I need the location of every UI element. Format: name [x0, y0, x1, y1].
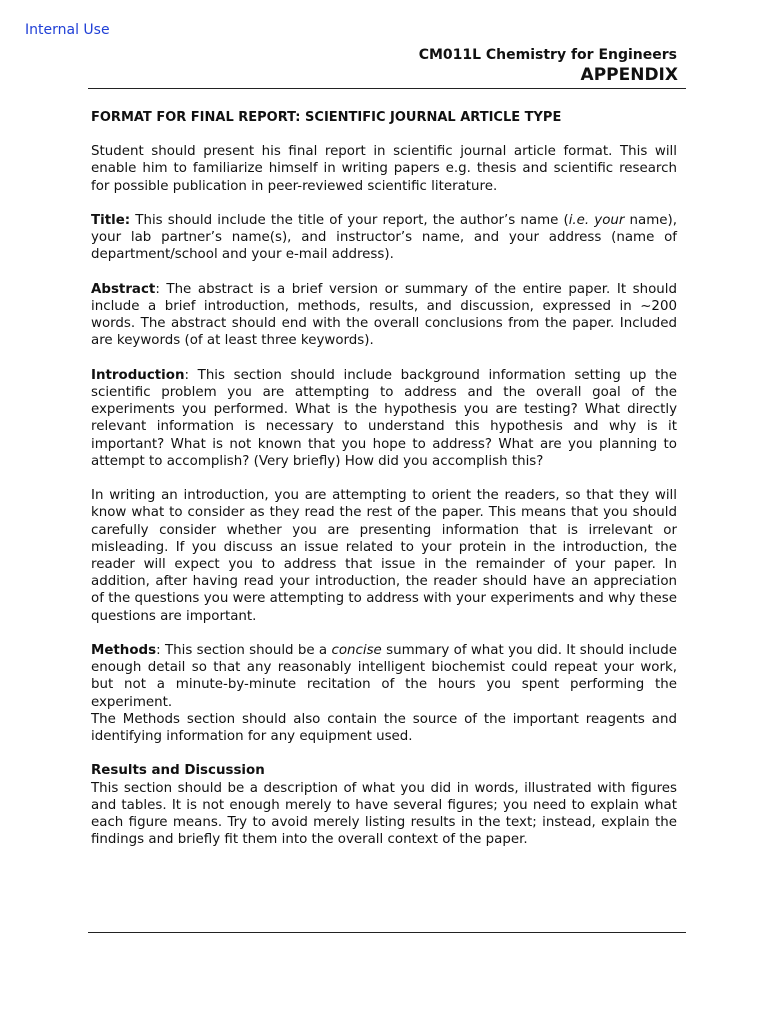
section-title: APPENDIX: [580, 65, 678, 85]
results-label: Results and Discussion: [91, 763, 265, 779]
document-header: [88, 46, 677, 86]
abstract-label: Abstract: [91, 281, 156, 297]
footer-divider: [88, 932, 686, 933]
main-heading: FORMAT FOR FINAL REPORT: SCIENTIFIC JOURNAL ARTICLE TYPE: [91, 110, 562, 125]
introduction-label: Introduction: [91, 367, 185, 383]
intro-paragraph: Student should present his final report in scientific journal article format. This will enable him to familiarize himself in writing papers e.g. thesis and scientific research for possible publication in peer-reviewed scientific literature.: [91, 144, 677, 194]
methods-emphasis: concise: [331, 643, 382, 659]
title-paragraph: [91, 212, 677, 264]
course-title: CM011L Chemistry for Engineers: [418, 47, 677, 63]
methods-text-a: : This section should be a: [156, 643, 332, 659]
title-text-a: This should include the title of your report, the author’s name (: [130, 213, 569, 228]
header-divider: [88, 88, 686, 89]
results-paragraph: This section should be a description of what you did in words, illustrated with figures and tables. It is not enough merely to have several figures; you need to explain what each figure means. Try to avoid merely listing results in the text; instead, explain the findings and briefly fit them into the overall context of the paper.: [91, 780, 677, 848]
internal-use-label: Internal Use: [25, 22, 110, 38]
title-text-b: name), your lab partner’s name(s), and instructor’s name, and your address (name of department/school and your e-mail address).: [91, 213, 677, 263]
methods-paragraph-2: The Methods section should also contain the source of the important reagents and identifying information for any equipment used.: [91, 711, 677, 745]
methods-paragraph: [91, 642, 677, 711]
document-body: [91, 109, 677, 866]
methods-label: Methods: [91, 643, 157, 659]
introduction-paragraph-2: In writing an introduction, you are attempting to orient the readers, so that they will know what to consider as they read the rest of the paper. This means that you should carefully consider whether you are presenting information that is irrelevant or misleading. If you discuss an issue related to your protein in the introduction, the reader will expect you to address that issue in the remainder of your paper. In addition, after having read your introduction, the reader should have an appreciation of the questions you were attempting to address with your experiments and why these questions are important.: [91, 488, 677, 624]
introduction-text: : This section should include background information setting up the scientific problem you are attempting to address and the overall goal of the experiments you performed. What is the hypothesis you are testing? What directly relevant information is necessary to understand this hypothesis and why is it important? What is not known that you hope to address? What are you planning to attempt to accomplish? (Very briefly) How did you accomplish this?: [91, 367, 677, 469]
abstract-text: : The abstract is a brief version or summary of the entire paper. It should include a brief introduction, methods, results, and discussion, expressed in ~200 words. The abstract should end with the overall conclusions from the paper. Included are keywords (of at least three keywords).: [91, 281, 677, 349]
title-emphasis: i.e. your: [568, 213, 625, 228]
methods-text-b: summary of what you did. It should include enough detail so that any reasonably intelligent biochemist could repeat your work, but not a minute-by-minute recitation of the hours you spent performing the experiment.: [91, 643, 678, 710]
abstract-paragraph: [91, 281, 677, 350]
title-label: Title:: [91, 213, 131, 228]
introduction-paragraph: [91, 367, 677, 470]
